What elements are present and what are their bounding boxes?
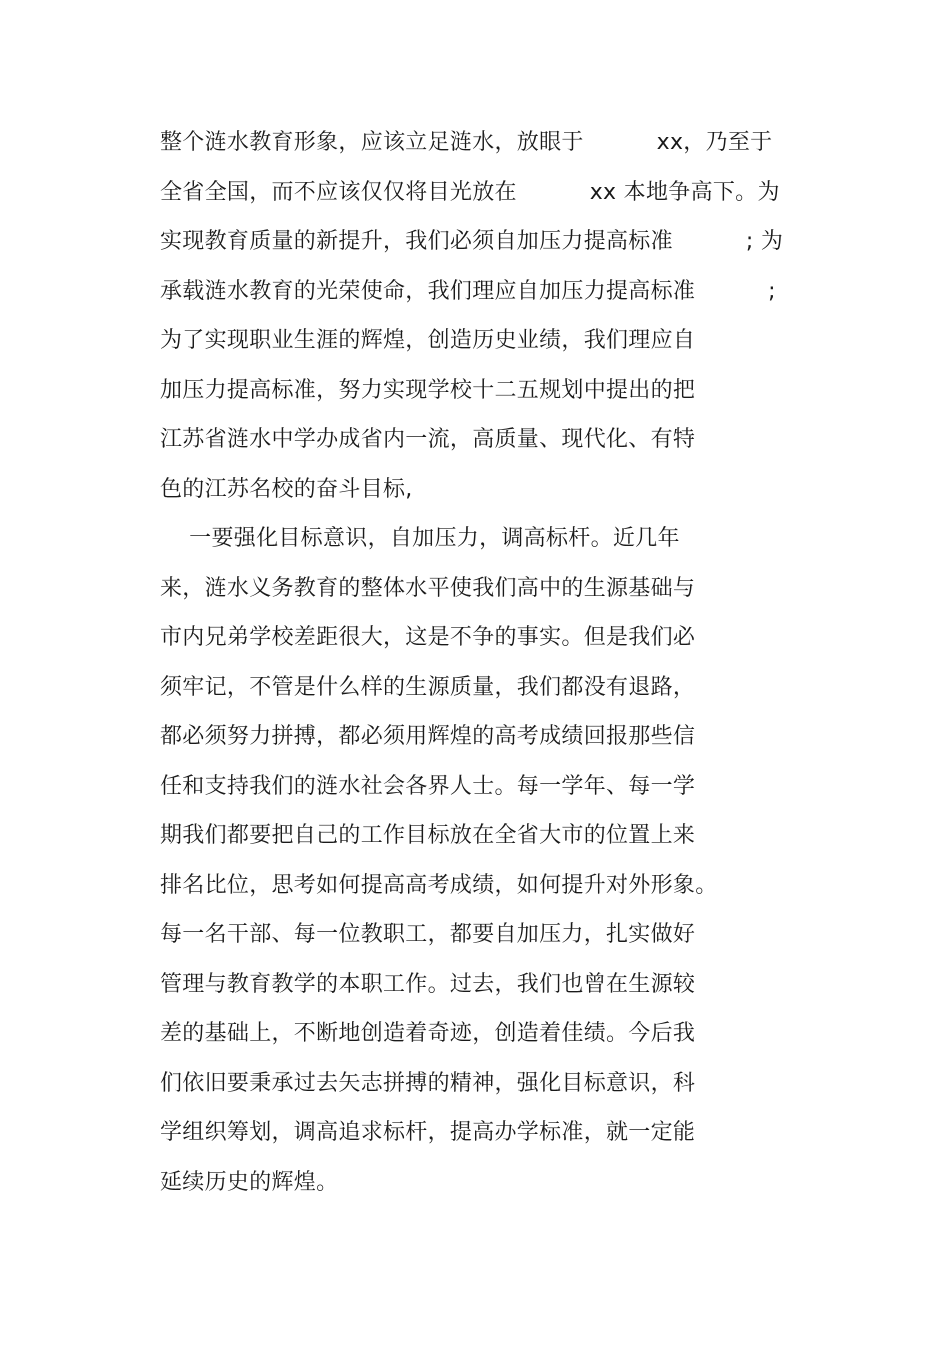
paragraph-start-line: 一要强化目标意识，自加压力，调高标杆。近几年 [160,526,680,551]
text-line: 管理与教育教学的本职工作。过去，我们也曾在生源较 [160,971,696,997]
text-line: 色的江苏名校的奋斗目标, [160,476,413,502]
text-line: 们依旧要秉承过去矢志拼搏的精神，强化目标意识，科 [160,1070,696,1096]
text-line: 全省全国，而不应该仅仅将目光放在 xx 本地争高下。为 [160,179,780,205]
body-text [160,118,800,1207]
text-line: 都必须努力拼搏，都必须用辉煌的高考成绩回报那些信 [160,724,696,749]
text-line: 期我们都要把自己的工作目标放在全省大市的位置上来 [160,823,696,848]
text-line: 延续历史的辉煌。 [160,1169,339,1195]
text-line: 任和支持我们的涟水社会各界人士。每一学年、每一学 [160,773,696,799]
text-line: 承载涟水教育的光荣使命，我们理应自加压力提高标准 ; [160,278,776,304]
text-line: 来，涟水义务教育的整体水平使我们高中的生源基础与 [160,575,696,601]
text-line: 江苏省涟水中学办成省内一流，高质量、现代化、有特 [160,427,696,452]
text-line: 每一名干部、每一位教职工，都要自加压力，扎实做好 [160,922,696,947]
text-line: 须牢记，不管是什么样的生源质量，我们都没有退路， [160,674,696,700]
text-line: 实现教育质量的新提升，我们必须自加压力提高标准 ; 为 [160,229,784,254]
text-line: 为了实现职业生涯的辉煌，创造历史业绩，我们理应自 [160,328,696,353]
text-line: 排名比位，思考如何提高高考成绩，如何提升对外形象。 [160,872,718,898]
text-line: 差的基础上，不断地创造着奇迹，创造着佳绩。今后我 [160,1021,696,1046]
text-line: 整个涟水教育形象，应该立足涟水，放眼于 xx，乃至于 [160,130,773,155]
text-line: 加压力提高标准，努力实现学校十二五规划中提出的把 [160,377,696,403]
text-line: 学组织筹划，调高追求标杆，提高办学标准，就一定能 [160,1120,696,1145]
text-line: 市内兄弟学校差距很大，这是不争的事实。但是我们必 [160,625,696,650]
